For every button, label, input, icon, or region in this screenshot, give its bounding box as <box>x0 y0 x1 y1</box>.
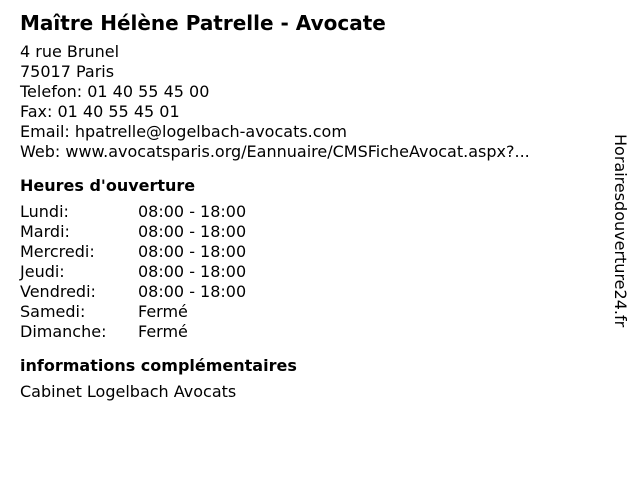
hours-time: 08:00 - 18:00 <box>138 262 247 281</box>
hours-time: Fermé <box>138 302 188 321</box>
phone-number: Telefon: 01 40 55 45 00 <box>20 82 210 101</box>
website-link: Web: www.avocatsparis.org/Eannuaire/CMSFicheAvocat.aspx?... <box>20 142 530 161</box>
hours-day: Dimanche: <box>20 322 107 341</box>
contact-block <box>20 42 600 162</box>
hours-day: Mercredi: <box>20 242 95 261</box>
business-card <box>20 10 600 402</box>
opening-hours-table <box>20 202 600 342</box>
address-street: 4 rue Brunel <box>20 42 120 61</box>
hours-day: Lundi: <box>20 202 69 221</box>
additional-info-heading: informations complémentaires <box>20 356 297 375</box>
hours-day: Jeudi: <box>20 262 65 281</box>
hours-row-thursday <box>20 262 600 282</box>
address-city: 75017 Paris <box>20 62 115 81</box>
email-address: Email: hpatrelle@logelbach-avocats.com <box>20 122 347 141</box>
opening-hours-heading: Heures d'ouverture <box>20 176 196 195</box>
hours-day: Samedi: <box>20 302 86 321</box>
hours-row-friday <box>20 282 600 302</box>
hours-time: 08:00 - 18:00 <box>138 222 247 241</box>
hours-time: 08:00 - 18:00 <box>138 242 247 261</box>
additional-info-text: Cabinet Logelbach Avocats <box>20 382 237 401</box>
hours-row-sunday <box>20 322 600 342</box>
hours-time: Fermé <box>138 322 188 341</box>
hours-time: 08:00 - 18:00 <box>138 202 247 221</box>
hours-row-wednesday <box>20 242 600 262</box>
page-title: Maître Hélène Patrelle - Avocate <box>20 11 386 35</box>
hours-day: Vendredi: <box>20 282 96 301</box>
hours-row-saturday <box>20 302 600 322</box>
hours-time: 08:00 - 18:00 <box>138 282 247 301</box>
fax-number: Fax: 01 40 55 45 01 <box>20 102 180 121</box>
hours-row-monday <box>20 202 600 222</box>
hours-row-tuesday <box>20 222 600 242</box>
hours-day: Mardi: <box>20 222 70 241</box>
watermark: Horairesdouverture24.fr <box>611 134 630 328</box>
